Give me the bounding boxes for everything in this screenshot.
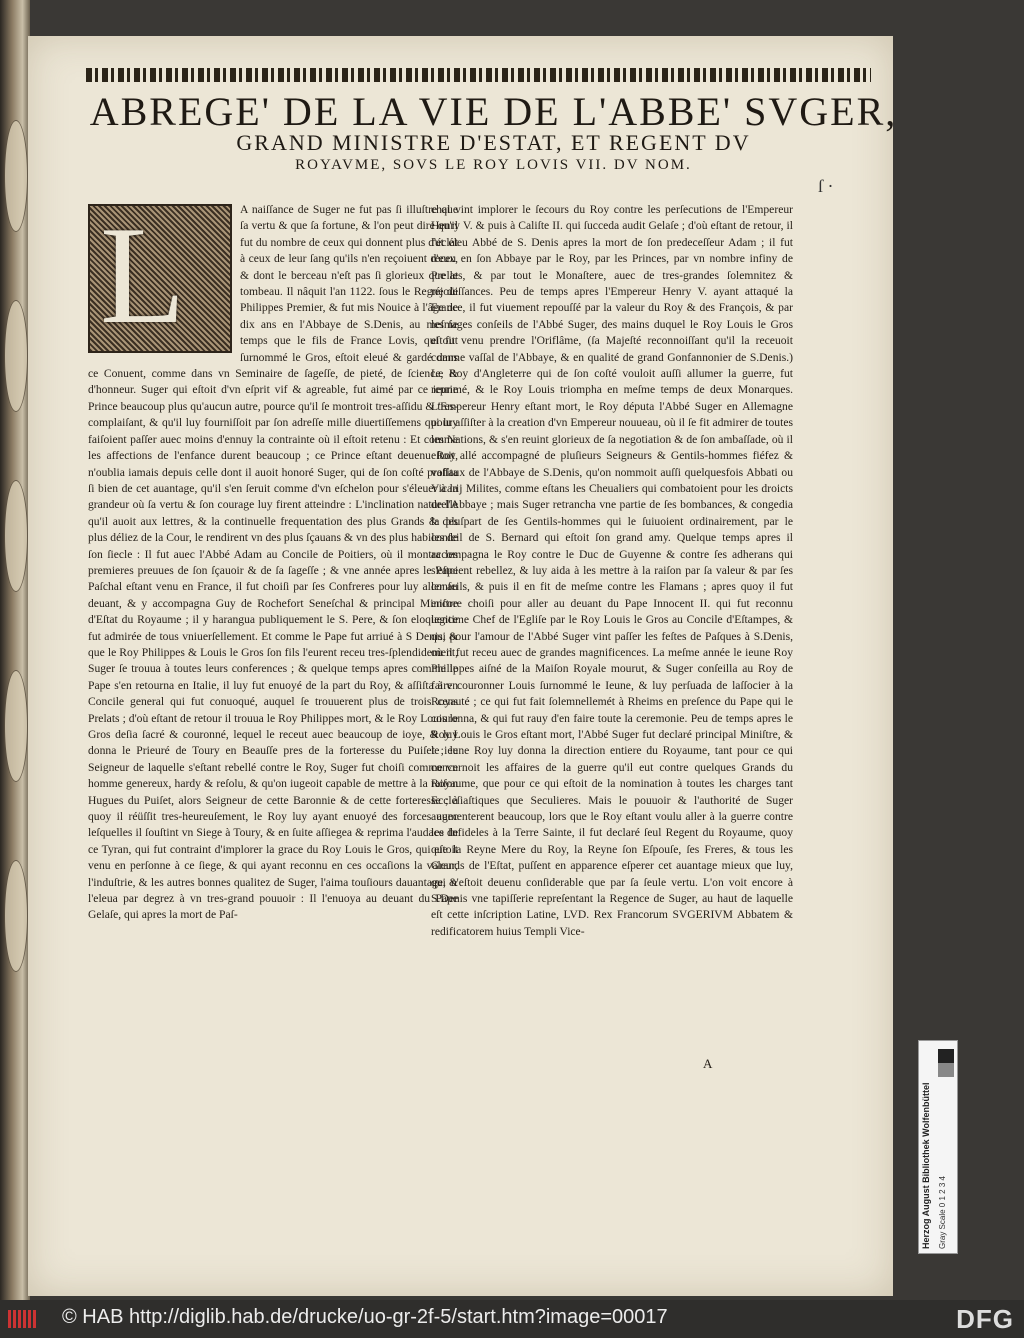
text-column-right (431, 202, 793, 940)
page-subtitle: GRAND MINISTRE D'ESTAT, ET REGENT DV (236, 130, 751, 155)
book-spine (0, 0, 30, 1300)
signature-mark: A (703, 1056, 713, 1071)
spine-medallion (4, 480, 28, 592)
gray-scale-label: Gray Scale 0 1 2 3 4 (938, 1176, 947, 1249)
page-subtitle-2: ROYAVME, SOVS LE ROY LOVIS VII. DV NOM. (295, 157, 692, 173)
source-url[interactable]: © HAB http://diglib.hab.de/drucke/uo-gr-2f-5/start.htm?image=00017 (62, 1306, 668, 1328)
viewer-footer (0, 1300, 1024, 1338)
hab-logo-icon[interactable] (8, 1310, 38, 1328)
spine-medallion (4, 860, 28, 972)
page-title: ABREGE' DE LA VIE DE L'ABBE' SVGER, (89, 89, 898, 134)
spine-medallion (4, 300, 28, 412)
dfg-logo[interactable]: DFG (956, 1304, 1014, 1334)
decorated-initial: L (88, 204, 232, 353)
ornamental-border (86, 68, 871, 82)
color-calibration-bar (918, 1040, 958, 1254)
text-column-left (88, 198, 458, 924)
institution-label: Herzog August Bibliothek Wolfenbüttel (921, 1082, 931, 1249)
book-page (28, 36, 898, 1296)
spine-medallion (4, 670, 28, 782)
column-text: chal vint implorer le ſecours du Roy contre les perſecutions de l'Empereur Henry V. & puis à Caliſte II. qui ſucceda audit Gelaſe ; d'où eſtant de retour, il fut éleu Abbé de S. Denis apres la mort de ſon predeceſſeur Adam ; il fut receu en ſon Abbaye par le Roy, par les Princes, par vn nombre infiny de Prelats, & par tout le Monaſtere, auec de tres-grandes ſolemnitez & réjoüiſſances. Peu de temps apres l'Empereur Henry V. ayant attaqué la France, il fut viuement repouſſé par la valeur du Roy & des François, & par les ſages conſeils de l'Abbé Suger, des mains duquel le Roy Louis le Gros eſtoit venu prendre l'Oriflâme, (ſa Majeſté reconnoiſſant qu'il la receuoit comme vaſſal de l'Abbaye, & en qualité de grand Gonfannonier de S.Denis.) Le Roy d'Angleterre qui de ſon coſté vouloit auſſi allumer la guerre, fut reprimé, & le Roy Louis triompha en meſme temps de deux Monarques. L'Empereur Henry eſtant mort, le Roy députa l'Abbé Suger en Allemagne pour aſſiſter à la creation d'vn Empereur nouueau, où il ſe fit admirer de toutes les Nations, & s'en reuint glorieux de ſa negotiation & de ſon ambaſſade, où il eſtoit allé accompagné de pluſieurs Seigneurs & Gentils-hommes fiéfez & vaſſaux de l'Abbaye de S.Denis, qu'on nommoit auſſi quelquesfois Abbati ou Vicarij Milites, comme eſtans les Cheualiers qui combatoient pour les droicts de l'Abbaye ; mais Suger retrancha vne partie de ſes bombances, & congedia la pluſpart de ſes Gentils-hommes qui le ſuiuoient ordinairement, par le conſeil de S. Bernard qui eſtoit ſon grand amy. Quelque temps apres il accompagna le Roy contre le Duc de Guyenne & contre ſes adherans qui s'eſtoient rebellez, & luy aida à les mettre à la raiſon par ſa valeur & par ſes conſeils, & puis il en fit de meſme contre les Flamans ; apres quoy il fut encore choiſi pour aller au deuant du Pape Innocent II. qui fut reconnu legitime Chef de l'Egliſe par le Roy Louis le Gros au Concile d'Eſtampes, & qui pour l'amour de l'Abbé Suger vint paſſer les feſtes de Paſques à S.Denis, où il fut receu auec de grandes magnificences. La meſme année le ieune Roy Philippes aiſné de la Maiſon Royale mourut, & Suger conſeilla au Roy de faire couronner Louis ſurnommé le Ieune, & luy perſuada de laſſocier à la Royauté ; ce qui fut fait ſolemnellemét à Rheims en preſence du Pape qui le couronna, & qui fut rauy d'en faire toute la ceremonie. Peu de temps apres le Roy Louis le Gros eſtant mort, l'Abbé Suger fut declaré principal Miniſtre, & le ieune Roy luy donna la direction entiere du Royaume, tant pour ce qui concernoit les affaires de la guerre qu'il eut contre quelques Grands du Royaume, que pour ce qui eſtoit de la nomination à toutes les charges tant Eccleſiaſtiques que Seculieres. Mais le pouuoir & l'authorité de Suger augmenterent beaucoup, lors que le Roy eſtant voulu aller à la guerre contre les Infideles à la Terre Sainte, il fut declaré ſeul Regent du Royaume, quoy que la Reyne Mere du Roy, la Reyne ſon Eſpouſe, ſes Freres, & tous les Grands de l'Eſtat, puſſent en apparence eſperer cet auantage mieux que luy, qui n'eſtoit deuenu conſiderable que par ſa ſeule vertu. L'on voit encore à S.Denis vne tapiſſerie repreſentant la Regence de Suger, au haut de laquelle eſt cette inſcription Latine, LVD. Rex Francorum SVGERIVM Abbatem & redificatorem huius Templi Vice- (431, 203, 793, 938)
spine-medallion (4, 120, 28, 232)
handwritten-mark: ſ · (818, 176, 834, 196)
column-text: A naiſſance de Suger ne fut pas ſi illuſtre que ſa vertu & que ſa fortune, & l'on peut dire qu'il fut du nombre de ceux qui donnent plus d'éclat à ceux de leur ſang qu'ils n'en reçoiuent d'eux, & dont le berceau n'eſt pas ſi glorieux que le tombeau. Il nâquit l'an 1122. ſous le Regne de Philippes Premier, & fut mis Nouice à l'âge de dix ans en l'Abbaye de S.Denis, au meſme temps que le fils de France Lovis, qui fut ſurnommé le Gros, eſtoit eleué & gardé dans ce Conuent, comme dans vn Seminaire de ſageſſe, de pieté, de ſcience, & d'honneur. Suger qui eſtoit d'vn eſprit vif & agreable, fut aimé par ce ieune Prince beaucoup plus qu'aucun autre, pource qu'il ſe montroit tres-aſſidu & tres-complaiſant, & qu'il luy fourniſſoit par ſon adreſſe mille diuertiſſemens qui luy faiſoient paſſer auec moins d'ennuy la contrainte où il eſtoit retenu : Et comme les affections de l'enfance durent beaucoup ; ce Prince eſtant deuenu Roy, n'oublia iamais depuis celle dont il auoit honoré Suger, qui de ſon coſté profita ſi bien de cet auantage, qu'il s'en ſeruit comme d'vn eſchelon pour s'éleuer à la grandeur où ſa vertu & ſon courage luy firent atteindre : L'inclination naturelle qu'il auoit aux lettres, & la continuelle frequentation des plus Grands & des plus déliez de la Cour, le rendirent vn des plus ſçauans & vn des plus habiles de ſon ſiecle : Il fut auec l'Abbé Adam au Concile de Poitiers, où il montra les premieres preuues de ſon ſçauoir & de ſa ſageſſe ; & vne année apres le Pape Paſchal eſtant venu en France, il fut choiſi par ſes Confreres pour luy aller au deuant, & y accompagna Guy de Rochefort Seneſchal & principal Miniſtre d'Eſtat du Royaume ; il y harangua publiquement le S. Pere, & ſon eloquence fut admirée de tous vniuerſellement. Et comme le Pape fut arriué à S Denis, & que le Roy Philippes & Louis le Gros ſon fils l'eurent receu tres-ſplendidement, Suger ſe trouua à toutes leurs conferences ; & quelque temps apres comme le Pape s'en retourna en Italie, il luy fut enuoyé de la part du Roy, & aſſiſta à vn Concile general qui fut conuoqué, auquel ſe trouuerent plus de trois cens Prelats ; d'où eſtant de retour il trouua le Roy Philippes mort, & le Roy Louis le Gros deſia ſacré & couronné, lequel le receut auec beaucoup de ioye, & luy donna le Prieuré de Toury en Beauſſe pres de la forteresse du Puiſet ; le Seigneur de laquelle s'eſtant rebellé contre le Roy, Suger fut choiſi comme vn homme genereux, hardy & reſolu, & qu'on iugeoit capable de mettre à la raiſon Hugues du Puiſet, alors Seigneur de cette Baronnie & de cette forteresse ; à quoy il réüſſit tres-heureuſement, le Roy luy ayant enuoyé des forces auec leſquelles il ſouſtint vn Siege à Toury, & en ſuite aſſiegea & reprima l'audace de ce Tyran, qui fut contraint d'implorer la grace du Roy Louis le Gros, qui eſtoit venu en perſonne à ce ſiege, & qui ayant reconnu en ces occaſions la valeur, l'induſtrie, & les autres bonnes qualitez de Suger, l'aima touſiours dauantage, & l'eleua par degrez à vn tres-grand pouuoir : Il l'enuoya au deuant du Pape Gelaſe, qui apres la mort de Paſ- (88, 203, 458, 922)
